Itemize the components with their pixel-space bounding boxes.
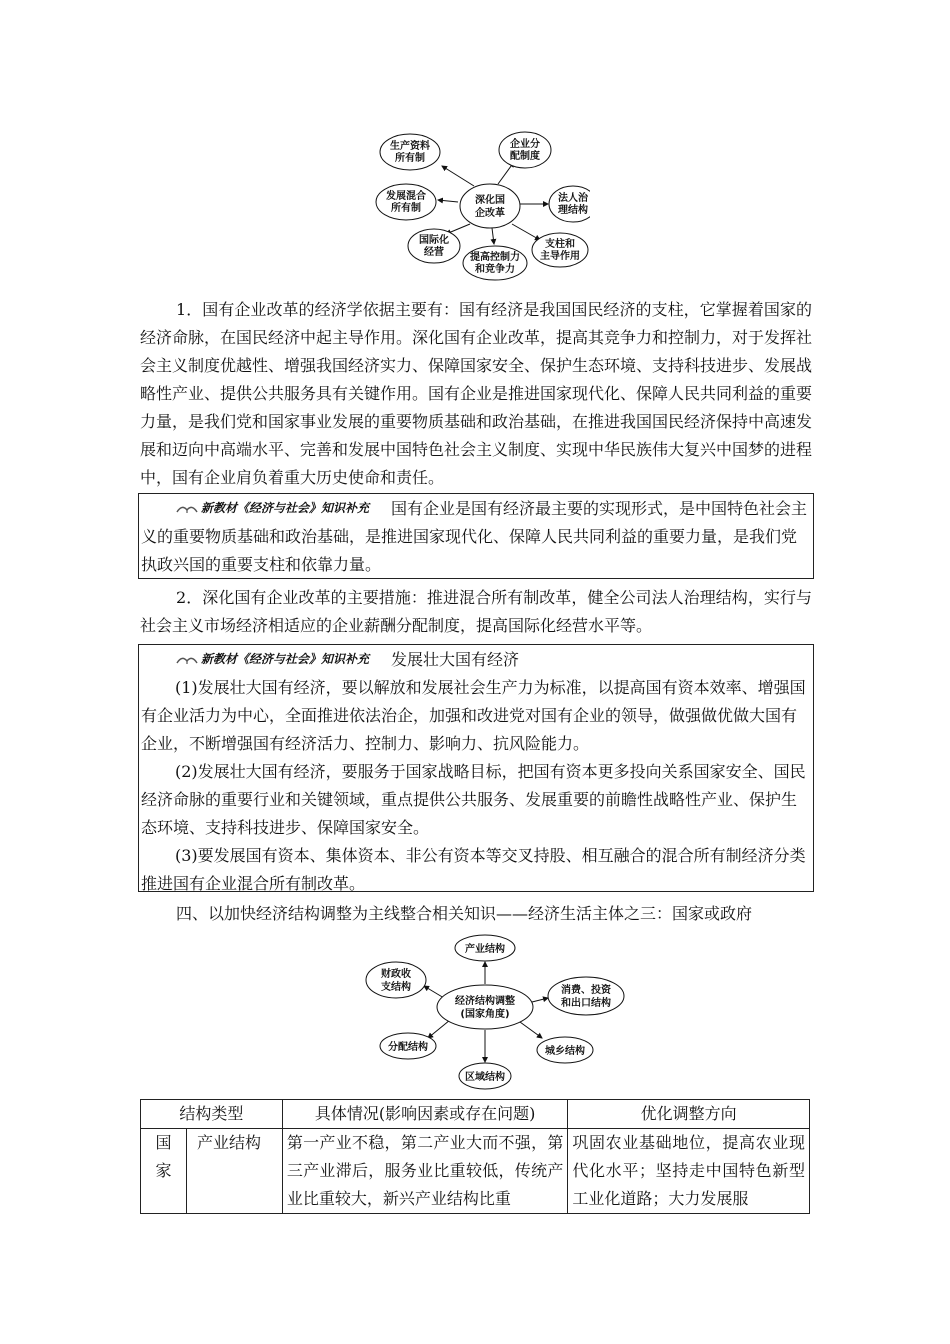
paragraph-soe-reform-measures xyxy=(140,584,812,640)
section-heading xyxy=(140,900,812,928)
supplement-text: 国有企业是国有经济最主要的实现形式，是中国特色社会主义的重要物质基础和政治基础，是推进国家现代化、保障人民共同利益的重要力量，是我们党执政兴国的重要支柱和依靠力量。 xyxy=(141,499,808,574)
diagram2-node-label: 消费、投资 xyxy=(561,985,611,996)
soe-reform-diagram xyxy=(370,128,590,288)
supplement-item xyxy=(141,842,811,898)
table-cell-situation: 第一产业不稳，第二产业大而不强，第三产业滞后，服务业比重较低，传统产业比重较大，新兴产业结构比重 xyxy=(282,1129,568,1214)
supplement-header xyxy=(141,645,811,674)
diagram1-node-label: 配制度 xyxy=(510,151,540,162)
diagram1-node-label: 提高控制力 xyxy=(470,252,520,263)
table-cell-direction: 巩固农业基础地位，提高农业现代化水平；坚持走中国特色新型工业化道路；大力发展服 xyxy=(568,1129,810,1214)
diagram2-center-line1: 经济结构调整 xyxy=(455,996,515,1007)
supplement-tag-label: 新教材《经济与社会》知识补充 xyxy=(201,652,370,666)
supplement-tag-label: 新教材《经济与社会》知识补充 xyxy=(201,501,370,515)
diagram1-node-label: 发展混合 xyxy=(386,191,426,202)
structure-table xyxy=(140,1099,810,1214)
diagram1-node-label: 国际化 xyxy=(419,235,449,246)
economic-structure-diagram xyxy=(360,934,630,1092)
diagram1-node-label: 法人治 xyxy=(558,193,588,204)
paragraph-text: 2．深化国有企业改革的主要措施：推进混合所有制改革，健全公司法人治理结构，实行与社会主义市场经济相适应的企业薪酬分配制度，提高国际化经营水平等。 xyxy=(140,588,812,635)
supplement-item-text: (1)发展壮大国有经济，要以解放和发展社会生产力为标准，以提高国有资本效率、增强国有企业活力为中心，全面推进依法治企，加强和改进党对国有企业的领导，做强做优做大国有企业，不断增强国有经济活力、控制力、影响力、抗风险能力。 xyxy=(141,678,806,753)
diagram1-node-label: 所有制 xyxy=(395,153,425,164)
supplement-item xyxy=(141,758,811,842)
supplement-item-text: (3)要发展国有资本、集体资本、非公有资本等交叉持股、相互融合的混合所有制经济分类推进国有企业混合所有制改革。 xyxy=(141,846,806,893)
diagram2-center-line2: (国家角度) xyxy=(460,1009,510,1020)
table-cell-group: 国家 xyxy=(141,1129,187,1214)
supplement-item xyxy=(141,674,811,758)
diagram1-node-label: 主导作用 xyxy=(540,251,580,262)
supplement-title: 发展壮大国有经济 xyxy=(391,650,520,669)
diagram1-center-line1: 深化国 xyxy=(475,195,505,206)
table-header-row xyxy=(141,1100,810,1129)
diagram1-node-label: 支柱和 xyxy=(545,239,575,250)
knowledge-supplement-box xyxy=(138,644,814,892)
diagram2-node-label: 分配结构 xyxy=(388,1042,428,1053)
supplement-tag xyxy=(175,494,369,522)
supplement-tag xyxy=(175,645,369,673)
book-icon xyxy=(175,653,199,665)
diagram1-node-label: 理结构 xyxy=(558,205,588,216)
diagram1-node-label: 企业分 xyxy=(510,139,540,150)
supplement-item-text: (2)发展壮大国有经济，要服务于国家战略目标，把国有资本更多投向关系国家安全、国民经济命脉的重要行业和关键领域，重点提供公共服务、发展重要的前瞻性战略性产业、保护生态环境、支持科技进步、保障国家安全。 xyxy=(141,762,806,837)
knowledge-supplement-box xyxy=(138,493,814,579)
section-heading-text: 四、以加快经济结构调整为主线整合相关知识——经济生活主体之三：国家或政府 xyxy=(176,904,753,923)
diagram1-node-label: 生产资料 xyxy=(390,141,430,152)
diagram2-node-label: 产业结构 xyxy=(465,944,505,955)
paragraph-text: 1．国有企业改革的经济学依据主要有：国有经济是我国国民经济的支柱，它掌握着国家的经济命脉，在国民经济中起主导作用。深化国有企业改革，提高其竞争力和控制力，对于发挥社会主义制度优越性、增强我国经济实力、保障国家安全、保护生态环境、支持科技进步、发展战略性产业、提供公共服务具有关键作用。国有企业是推进国家现代化、保障人民共同利益的重要力量，是我们党和国家事业发展的重要物质基础和政治基础，在推进我国国民经济保持中高速发展和迈向中高端水平、完善和发展中国特色社会主义制度、实现中华民族伟大复兴中国梦的进程中，国有企业肩负着重大历史使命和责任。 xyxy=(140,300,813,487)
diagram1-center-line2: 企改革 xyxy=(475,208,505,219)
diagram1-node-label: 和竞争力 xyxy=(475,264,515,275)
table-header-cell: 具体情况(影响因素或存在问题) xyxy=(282,1100,568,1129)
table-row xyxy=(141,1129,810,1214)
diagram2-node-label: 城乡结构 xyxy=(545,1046,585,1057)
diagram2-node-label: 和出口结构 xyxy=(561,998,611,1009)
paragraph-soe-reform-basis xyxy=(140,296,812,492)
book-icon xyxy=(175,502,199,514)
diagram1-node-label: 经营 xyxy=(424,247,444,258)
diagram2-node-label: 财政收 xyxy=(381,969,411,980)
diagram1-node-label: 所有制 xyxy=(391,203,421,214)
table-cell-type: 产业结构 xyxy=(186,1129,282,1214)
diagram2-node-label: 支结构 xyxy=(381,982,411,993)
table-header-cell: 结构类型 xyxy=(141,1100,283,1129)
diagram2-node-label: 区域结构 xyxy=(465,1072,505,1083)
table-header-cell: 优化调整方向 xyxy=(568,1100,810,1129)
